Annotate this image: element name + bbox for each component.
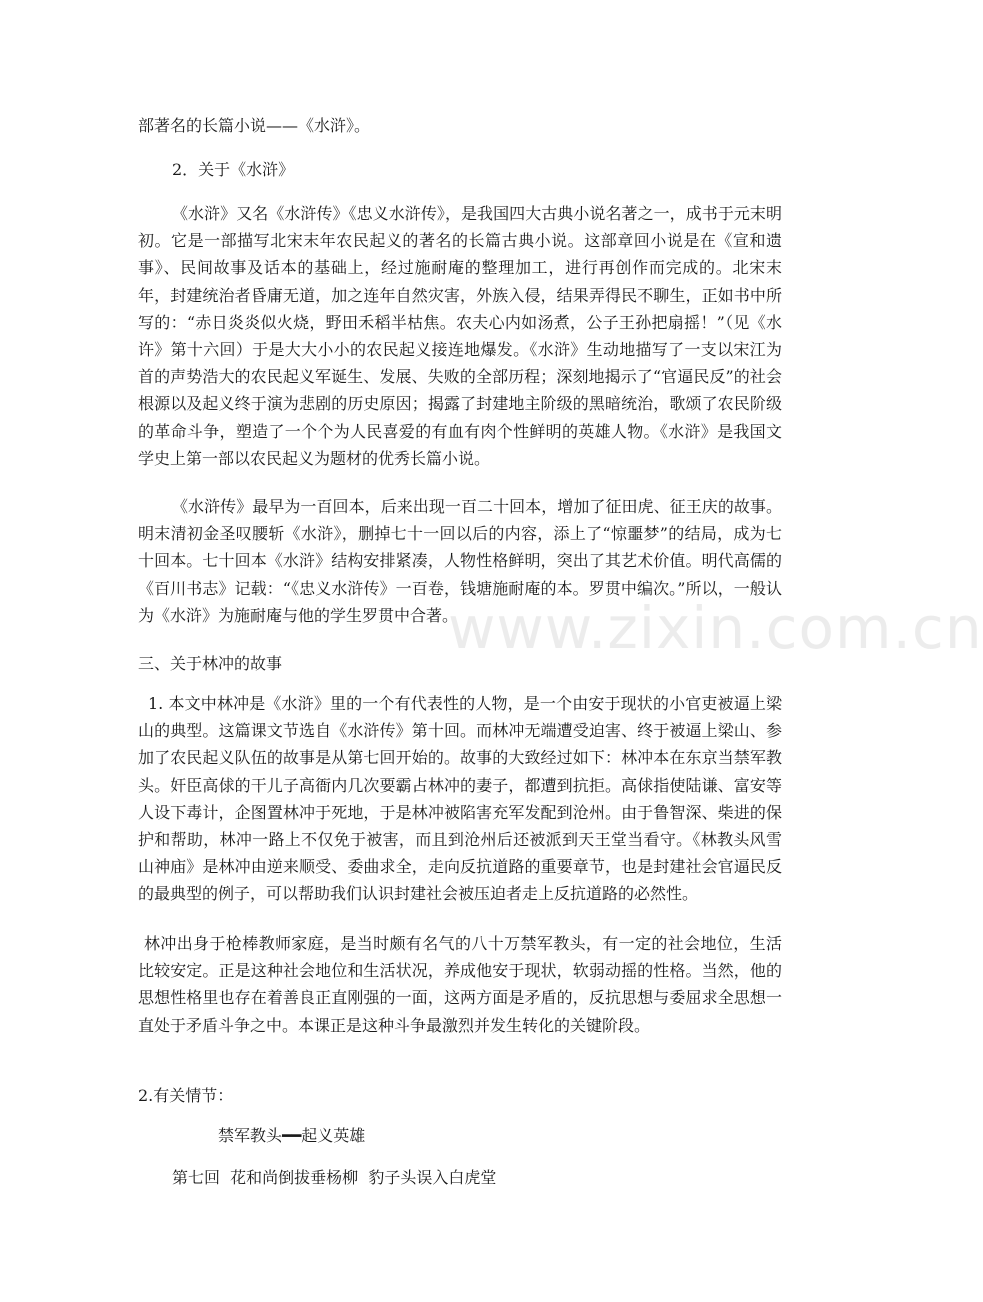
paragraph-shuihu-versions: 《水浒传》最早为一百回本，后来出现一百二十回本，增加了征田虎、征王庆的故事。明末清初金圣叹腰斩《水浒》，删掉七十一回以后的内容，添上了“惊噩梦”的结局，成为七十回本。七十回本《水浒》结构安排紧凑，人物性格鲜明，突出了其艺术价值。明代高儒的《百川书志》记载：“《忠义水浒传》一百卷，钱塘施耐庵的本。罗贯中编次。”所以，一般认为《水浒》为施耐庵与他的学生罗贯中合著。	[138, 497, 782, 625]
plot-end-label: 起义英雄	[301, 1126, 366, 1145]
paragraph-linchong-story: 1. 本文中林冲是《水浒》里的一个有代表性的人物，是一个由安于现状的小官吏被逼上梁山的典型。这篇课文节选自《水浒传》第十回。而林冲无端遭受迫害、终于被逼上梁山、参加了农民起义队伍的故事是从第七回开始的。故事的大致经过如下：林冲本在东京当禁军教头。奸臣高俅的干儿子高衙内几次要霸占林冲的妻子，都遭到抗拒。高俅指使陆谦、富安等人设下毒计，企图置林冲于死地，于是林冲被陷害充军发配到沧州。由于鲁智深、柴进的保护和帮助，林冲一路上不仅免于被害，而且到沧州后还被派到天王堂当看守。《林教头风雪山神庙》是林冲由逆来顺受、委曲求全，走向反抗道路的重要章节，也是封建社会官逼民反的最典型的例子，可以帮助我们认识封建社会被压迫者走上反抗道路的必然性。	[138, 694, 782, 904]
plot-start-label: 禁军教头	[218, 1126, 283, 1145]
plot-transition	[218, 1124, 365, 1148]
paragraph-shuihu-intro: 《水浒》又名《水浒传》《忠义水浒传》，是我国四大古典小说名著之一，成书于元末明初。它是一部描写北宋末年农民起义的著名的长篇古典小说。这部章回小说是在《宣和遗事》、民间故事及话本的基础上，经过施耐庵的整理加工，进行再创作而完成的。北宋末年，封建统治者昏庸无道，加之连年自然灾害，外族入侵，结果弄得民不聊生，正如书中所写的：“赤日炎炎似火烧，野田禾稻半枯焦。农夫心内如汤煮，公子王孙把扇摇！”（见《水许》第十六回）于是大大小小的农民起义接连地爆发。《水浒》生动地描写了一支以宋江为首的声势浩大的农民起义军诞生、发展、失败的全部历程；深刻地揭示了“官逼民反”的社会根源以及起义终于演为悲剧的历史原因；揭露了封建地主阶级的黑暗统治，歌颂了农民阶级的革命斗争，塑造了一个个为人民喜爱的有血有肉个性鲜明的英雄人物。《水浒》是我国文学史上第一部以农民起义为题材的优秀长篇小说。	[138, 204, 782, 468]
section-heading-linchong: 三、关于林冲的故事	[138, 654, 283, 673]
arrow-dash-icon: ━━	[282, 1126, 302, 1145]
paragraph-linchong-character: 林冲出身于枪棒教师家庭，是当时颇有名气的八十万禁军教头，有一定的社会地位，生活比较安定。正是这种社会地位和生活状况，养成他安于现状，软弱动摇的性格。当然，他的思想性格里也存在着善良正直刚强的一面，这两方面是矛盾的，反抗思想与委屈求全思想一直处于矛盾斗争之中。本课正是这种斗争最激烈并发生转化的关键阶段。	[138, 934, 782, 1035]
watermark-text: www.zixin.com.cn	[448, 594, 983, 662]
section-heading-about-shuihu: 2．关于《水浒》	[172, 160, 295, 179]
continued-line: 部著名的长篇小说——《水浒》。	[138, 116, 371, 135]
chapter-seven-title: 第七回 花和尚倒拔垂杨柳 豹子头误入白虎堂	[172, 1168, 497, 1187]
plot-heading: 2.有关情节：	[138, 1086, 234, 1105]
